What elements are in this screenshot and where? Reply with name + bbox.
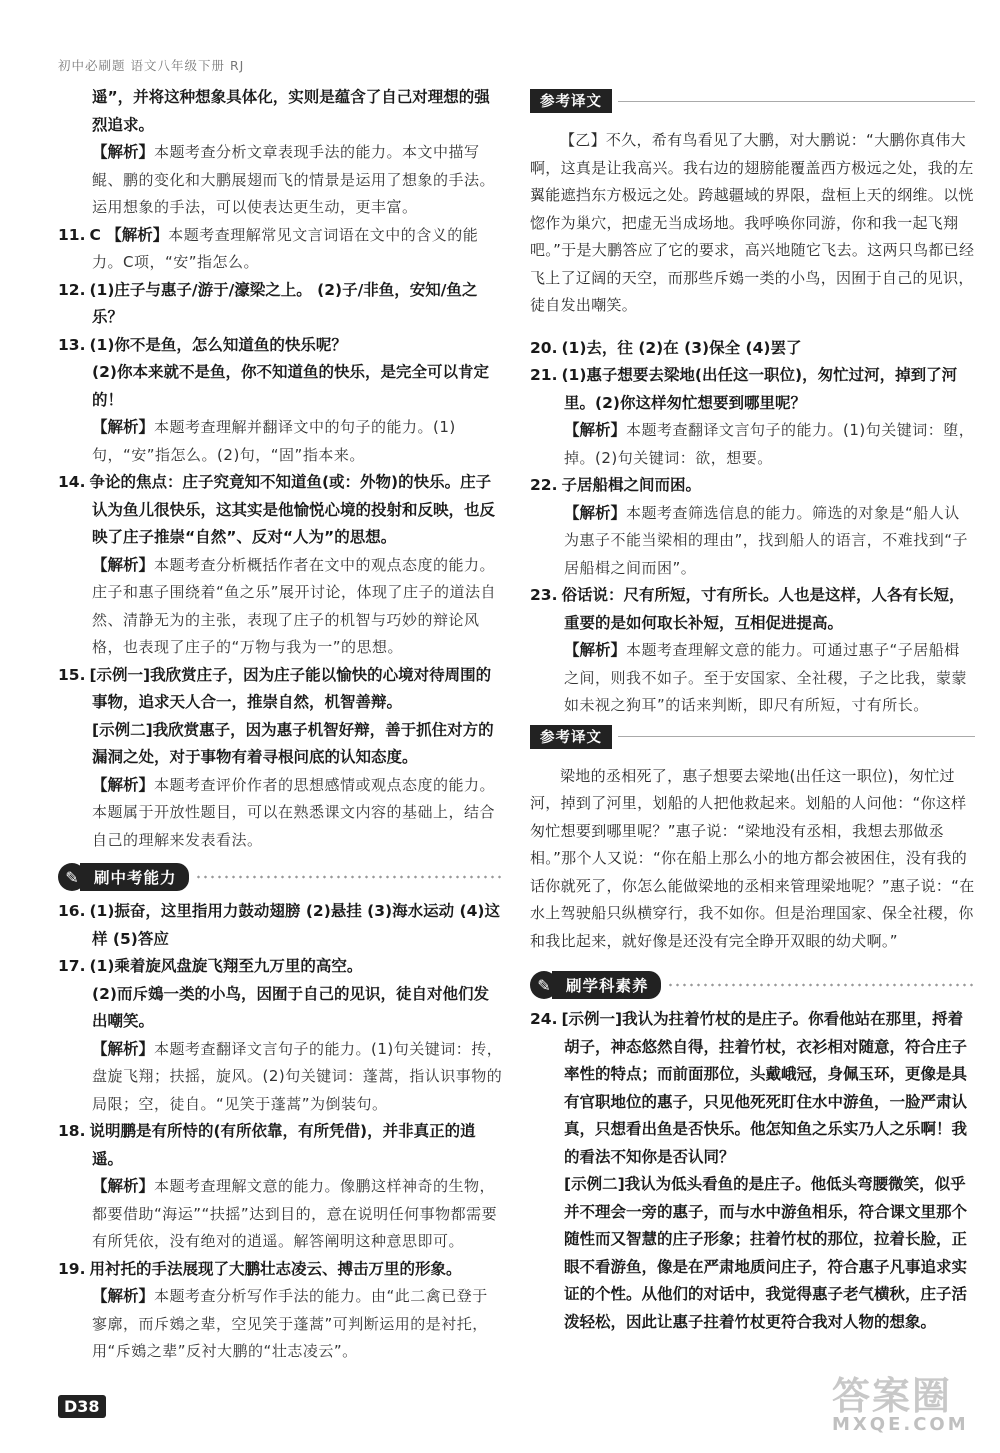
left-column: [58, 84, 503, 1366]
brush-icon: ✎: [58, 863, 86, 891]
reference-tag: 参考译文: [530, 89, 612, 113]
question-number: 20.: [530, 338, 558, 357]
answer-text: (1)乘着旋风盘旋飞翔至九万里的高空。: [89, 957, 363, 975]
question-number: 12.: [58, 280, 86, 299]
question-number: 21.: [530, 366, 558, 384]
section-banner-exam: [58, 862, 503, 892]
analysis-tag: 【解析】: [92, 1177, 155, 1195]
analysis-text: 本题考查理解并翻译文中的句子的能力。(1)句，“安”指怎么。(2)句，“固”指本来。: [92, 418, 456, 464]
analysis-tag: 【解析】: [92, 1039, 155, 1058]
answer-text: (1)去，往 (2)在 (3)保全 (4)罢了: [561, 338, 802, 357]
answer-item: [530, 1171, 975, 1336]
analysis-tag: 【解析】: [564, 421, 627, 439]
analysis-tag: 【解析】: [92, 418, 155, 436]
question-number: 22.: [530, 476, 558, 494]
answer-text: (2)而斥鴳一类的小鸟，因囿于自己的见识，徒自对他们发出嘲笑。: [92, 984, 489, 1030]
question-number: 14.: [58, 473, 86, 491]
answer-text: 说明鹏是有所恃的(有所依靠，有所凭借)，并非真正的逍遥。: [89, 1122, 476, 1168]
question-number: 19.: [58, 1259, 86, 1278]
section-banner-literacy: [530, 970, 975, 1000]
question-number: 24.: [530, 1010, 558, 1028]
analysis-text: 本题考查理解文意的能力。像鹏这样神奇的生物，都要借助“海运”“扶摇”达到目的，意在说明任何事物都需要有所凭依，没有绝对的逍遥。解答阐明这种意思即可。: [92, 1177, 498, 1250]
answer-item: [530, 472, 975, 500]
analysis-text: 本题考查分析文章表现手法的能力。本文中描写鲲、鹏的变化和大鹏展翅而飞的情景是运用了想象的手法。运用想象的手法，可以使表达更生动，更丰富。: [92, 143, 496, 216]
analysis-paragraph: [58, 222, 503, 277]
left-answer-list-2: [58, 898, 503, 1366]
analysis-text: 本题考查评价作者的思想感情或观点态度的能力。本题属于开放性题目，可以在熟悉课文内容的基础上，结合自己的理解来发表看法。: [92, 775, 496, 849]
answer-item: [58, 277, 503, 332]
answer-text: (1)庄子与惠子/游于/濠梁之上。 (2)子/非鱼，安知/鱼之乐？: [89, 280, 478, 326]
analysis-text: 本题考查翻译文言句子的能力。(1)句关键词：堕，掉。(2)句关键词：欲，想要。: [564, 421, 975, 467]
analysis-paragraph: [58, 552, 503, 662]
analysis-paragraph: [58, 139, 503, 222]
analysis-paragraph: [58, 414, 503, 469]
reference-banner-2: [530, 726, 975, 748]
analysis-text: 本题考查分析概括作者在文中的观点态度的能力。庄子和惠子围绕着“鱼之乐”展开讨论，体现了庄子的道法自然、清静无为的主张，表现了庄子的机智与巧妙的辩论风格，也表现了庄子的“万物与我为一”的思想。: [92, 555, 497, 656]
analysis-paragraph: [58, 772, 503, 855]
answer-text: [示例一]我认为拄着竹杖的是庄子。你看他站在那里，捋着胡子，神态悠然自得，拄着竹杖，衣衫相对随意，符合庄子率性的特点；而前面那位，头戴峨冠，身佩玉环，更像是具有官职地位的惠子，只见他死死盯住水中游鱼，一脸严肃认真，只想看出鱼是否快乐。他怎知鱼之乐实乃人之乐啊！我的看法不知你是否认同？: [561, 1010, 968, 1166]
answer-text: 遥”，并将这种想象具体化，实则是蕴含了自己对理想的强烈追求。: [92, 88, 490, 134]
analysis-text: 本题考查理解文意的能力。可通过惠子“子居船楫之间，则我不如子。至于安国家、全社稷，子之比我，蒙蒙如未视之狗耳”的话来判断，即尺有所短，寸有所长。: [564, 641, 968, 714]
analysis-tag: 【解析】: [564, 503, 627, 522]
answer-item: [58, 332, 503, 360]
analysis-tag: 【解析】: [92, 143, 155, 161]
question-number: 17.: [58, 957, 86, 975]
watermark-title: 答案圈: [832, 1374, 953, 1418]
analysis-paragraph: [530, 637, 975, 720]
question-number: 15.: [58, 665, 86, 684]
analysis-paragraph: [58, 1036, 503, 1119]
analysis-tag: 【解析】: [92, 775, 155, 794]
reference-tag: 参考译文: [530, 725, 612, 749]
divider-line: [618, 101, 975, 102]
dotted-divider: [195, 874, 503, 880]
dotted-divider: [667, 982, 975, 988]
question-number: 11.: [58, 225, 86, 244]
question-number: 13.: [58, 335, 86, 354]
analysis-text: 本题考查筛选信息的能力。筛选的对象是“船人认为惠子不能当梁相的理由”，找到船人的语言，不难找到“子居船楫之间而困”。: [564, 503, 969, 577]
right-answer-list: [530, 335, 975, 720]
answer-item: [530, 335, 975, 363]
analysis-text: 本题考查翻译文言句子的能力。(1)句关键词：抟，盘旋飞翔；扶摇，旋风。(2)句关键词：蓬蒿，指认识事物的局限；空，徒自。“见笑于蓬蒿”为倒装句。: [92, 1039, 503, 1113]
answer-text: 用衬托的手法展现了大鹏壮志凌云、搏击万里的形象。: [89, 1259, 462, 1278]
analysis-tag: 【解析】: [92, 555, 155, 574]
answer-item: [58, 84, 503, 139]
question-number: 23.: [530, 586, 558, 604]
answer-item: [530, 582, 975, 637]
reference-translation-1: 【乙】不久，希有鸟看见了大鹏，对大鹏说：“大鹏你真伟大啊，这真是让我高兴。我右边的翅膀能覆盖西方极远之处，我的左翼能遮挡东方极远之处。跨越疆域的界限，盘桓上天的纲维。以恍惚作为巢穴，把虚无当成场地。我呼唤你同游，你和我一起飞翔吧。”于是大鹏答应了它的要求，高兴地随它飞去。这两只鸟都已经飞上了辽阔的天空，而那些斥鴳一类的小鸟，因囿于自己的见识，徒自发出嘲笑。: [530, 131, 975, 314]
analysis-tag: 【解析】: [92, 1287, 155, 1305]
analysis-text: 本题考查理解常见文言词语在文中的含义的能力。C项，“安”指怎么。: [92, 225, 479, 271]
analysis-tag: 【解析】: [564, 641, 627, 659]
analysis-paragraph: [58, 1173, 503, 1256]
answer-item: [58, 981, 503, 1036]
answer-text: (1)你不是鱼，怎么知道鱼的快乐呢？: [89, 335, 347, 354]
left-answer-list: [58, 84, 503, 854]
answer-item: [58, 359, 503, 414]
answer-text: 子居船楫之间而困。: [561, 476, 701, 494]
watermark-logo: [832, 1365, 982, 1445]
answer-item: [58, 1256, 503, 1284]
question-number: 16.: [58, 902, 86, 920]
analysis-tag: 【解析】: [106, 225, 169, 244]
analysis-paragraph: [58, 1283, 503, 1366]
watermark-url: MXQE.COM: [832, 1414, 969, 1435]
answer-text: [示例二]我欣赏惠子，因为惠子机智好辩，善于抓住对方的漏洞之处，对于事物有着寻根问底的认知态度。: [92, 720, 494, 766]
analysis-paragraph: [530, 500, 975, 583]
analysis-text: 本题考查分析写作手法的能力。由“此二禽已登于寥廓，而斥鴳之辈，空见笑于蓬蒿”可判断运用的是衬托，用“斥鴳之辈”反衬大鹏的“壮志凌云”。: [92, 1287, 488, 1360]
answer-text: (1)惠子想要去梁地(出任这一职位)，匆忙过河，掉到了河里。(2)你这样匆忙想要到哪里呢？: [561, 366, 958, 412]
answer-item: [58, 717, 503, 772]
answer-choice: C: [89, 225, 107, 244]
answer-text: (2)你本来就不是鱼，你不知道鱼的快乐，是完全可以肯定的！: [92, 363, 489, 409]
right-column: [530, 84, 975, 1336]
brush-icon: ✎: [530, 971, 558, 999]
answer-item: [58, 662, 503, 717]
right-answer-list-2: [530, 1006, 975, 1336]
section-label-exam: 刷中考能力: [80, 863, 189, 891]
answer-item: [58, 1118, 503, 1173]
divider-line: [618, 736, 975, 737]
answer-item: [530, 362, 975, 417]
section-label-literacy: 刷学科素养: [552, 971, 661, 999]
answer-text: 俗话说：尺有所短，寸有所长。人也是这样，人各有长短，重要的是如何取长补短，互相促进提高。: [561, 586, 965, 632]
answer-text: (1)振奋，这里指用力鼓动翅膀 (2)悬挂 (3)海水运动 (4)这样 (5)答应: [89, 902, 500, 948]
answer-text: [示例一]我欣赏庄子，因为庄子能以愉快的心境对待周围的事物，追求天人合一，推崇自然，机智善辩。: [89, 665, 492, 711]
answer-text: [示例二]我认为低头看鱼的是庄子。他低头弯腰微笑，似乎并不理会一旁的惠子，而与水中游鱼相乐，符合课文里那个随性而又智慧的庄子形象；拄着竹杖的那位，拉着长脸，正眼不看游鱼，像是在严肃地质问庄子，符合惠子凡事追求实证的个性。从他们的对话中，我觉得惠子老气横秋，庄子活泼轻松，因此让惠子拄着竹杖更符合我对人物的想象。: [564, 1175, 968, 1331]
question-number: 18.: [58, 1122, 86, 1140]
answer-item: [58, 898, 503, 953]
page-header: 初中必刷题 语文八年级下册 RJ: [58, 58, 245, 73]
answer-text: 争论的焦点：庄子究竟知不知道鱼(或：外物)的快乐。庄子认为鱼儿很快乐，这其实是他愉悦心境的投射和反映，也反映了庄子推崇“自然”、反对“人为”的思想。: [89, 473, 496, 546]
analysis-paragraph: [530, 417, 975, 472]
answer-item: [58, 953, 503, 981]
reference-banner-1: [530, 90, 975, 112]
reference-translation-2: 梁地的丞相死了，惠子想要去梁地(出任这一职位)，匆忙过河，掉到了河里，划船的人把他救起来。划船的人问他：“你这样匆忙想要到哪里呢？”惠子说：“梁地没有丞相，我想去那做丞相。”那个人又说：“你在船上那么小的地方都会被困住，没有我的话你就死了，你怎么能做梁地的丞相来管理梁地呢？”惠子说：“在水上驾驶船只纵横穿行，我不如你。但是治理国家、保全社稷，你和我比起来，就好像是还没有完全睁开双眼的幼犬啊。”: [530, 766, 975, 950]
answer-item: [58, 469, 503, 552]
answer-item: [530, 1006, 975, 1171]
page-number: D38: [58, 1395, 106, 1418]
